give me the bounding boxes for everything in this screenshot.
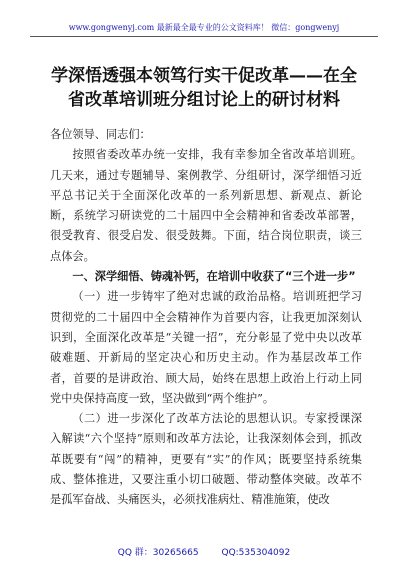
- title-line-2: 省改革培训班分组讨论上的研讨材料: [68, 90, 340, 110]
- footer-qq-contact: QQ:535304092: [221, 548, 291, 558]
- document-body: [50, 125, 362, 511]
- intro-paragraph: 按照省委改革办统一安排，我有幸参加全省改革培训班。几天来，通过专题辅导、案例教学、分组研讨，深学细悟习近平总书记关于全面深化改革的一系列新思想、新观点、新论断，系统学习研读党的二十届四中全会精神和省委改革部署，很受教育、很受启发、很受鼓舞。下面，结合岗位职责，谈三点体会。: [50, 148, 362, 263]
- site-header: www.gongwenyj.com 最新最全最专业的公文资料库！ 微信：gongwenyj: [68, 23, 340, 32]
- footer-qq-group: QQ 群：30265665: [117, 548, 199, 558]
- salutation: 各位领导、同志们：: [50, 128, 151, 141]
- body-paragraph-1: （一）进一步铸牢了绝对忠诚的政治品格。培训班把学习贯彻党的二十届四中全会精神作为首要内容，让我更加深刻认识到，全面深化改革是“关键一招”，充分彰显了党中央以改革破难题、开新局的坚定决心和历史主动。作为基层改革工作者，首要的是讲政治、顾大局，始终在思想上政治上行动上同党中央保持高度一致，坚决做到“两个维护”。: [50, 290, 362, 405]
- document-title: [36, 64, 372, 112]
- title-line-1: 学深悟透强本领笃行实干促改革——在全: [51, 66, 357, 86]
- section-heading-1: 一、深学细悟、铸魂补钙，在培训中收获了“三个进一步”: [72, 270, 356, 284]
- site-footer: [0, 545, 408, 558]
- header-divider: [30, 36, 378, 37]
- body-paragraph-2: （二）进一步深化了改革方法论的思想认识。专家授课深入解读“六个坚持”原则和改革方法论，让我深刻体会到，抓改革既要有“闯”的精神，更要有“实”的作风；既要坚持系统集成、整体推进，又要注重小切口破题、带动整体突破。改革不是孤军奋战、头痛医头，必须找准病灶、精准施策，使改: [50, 412, 362, 507]
